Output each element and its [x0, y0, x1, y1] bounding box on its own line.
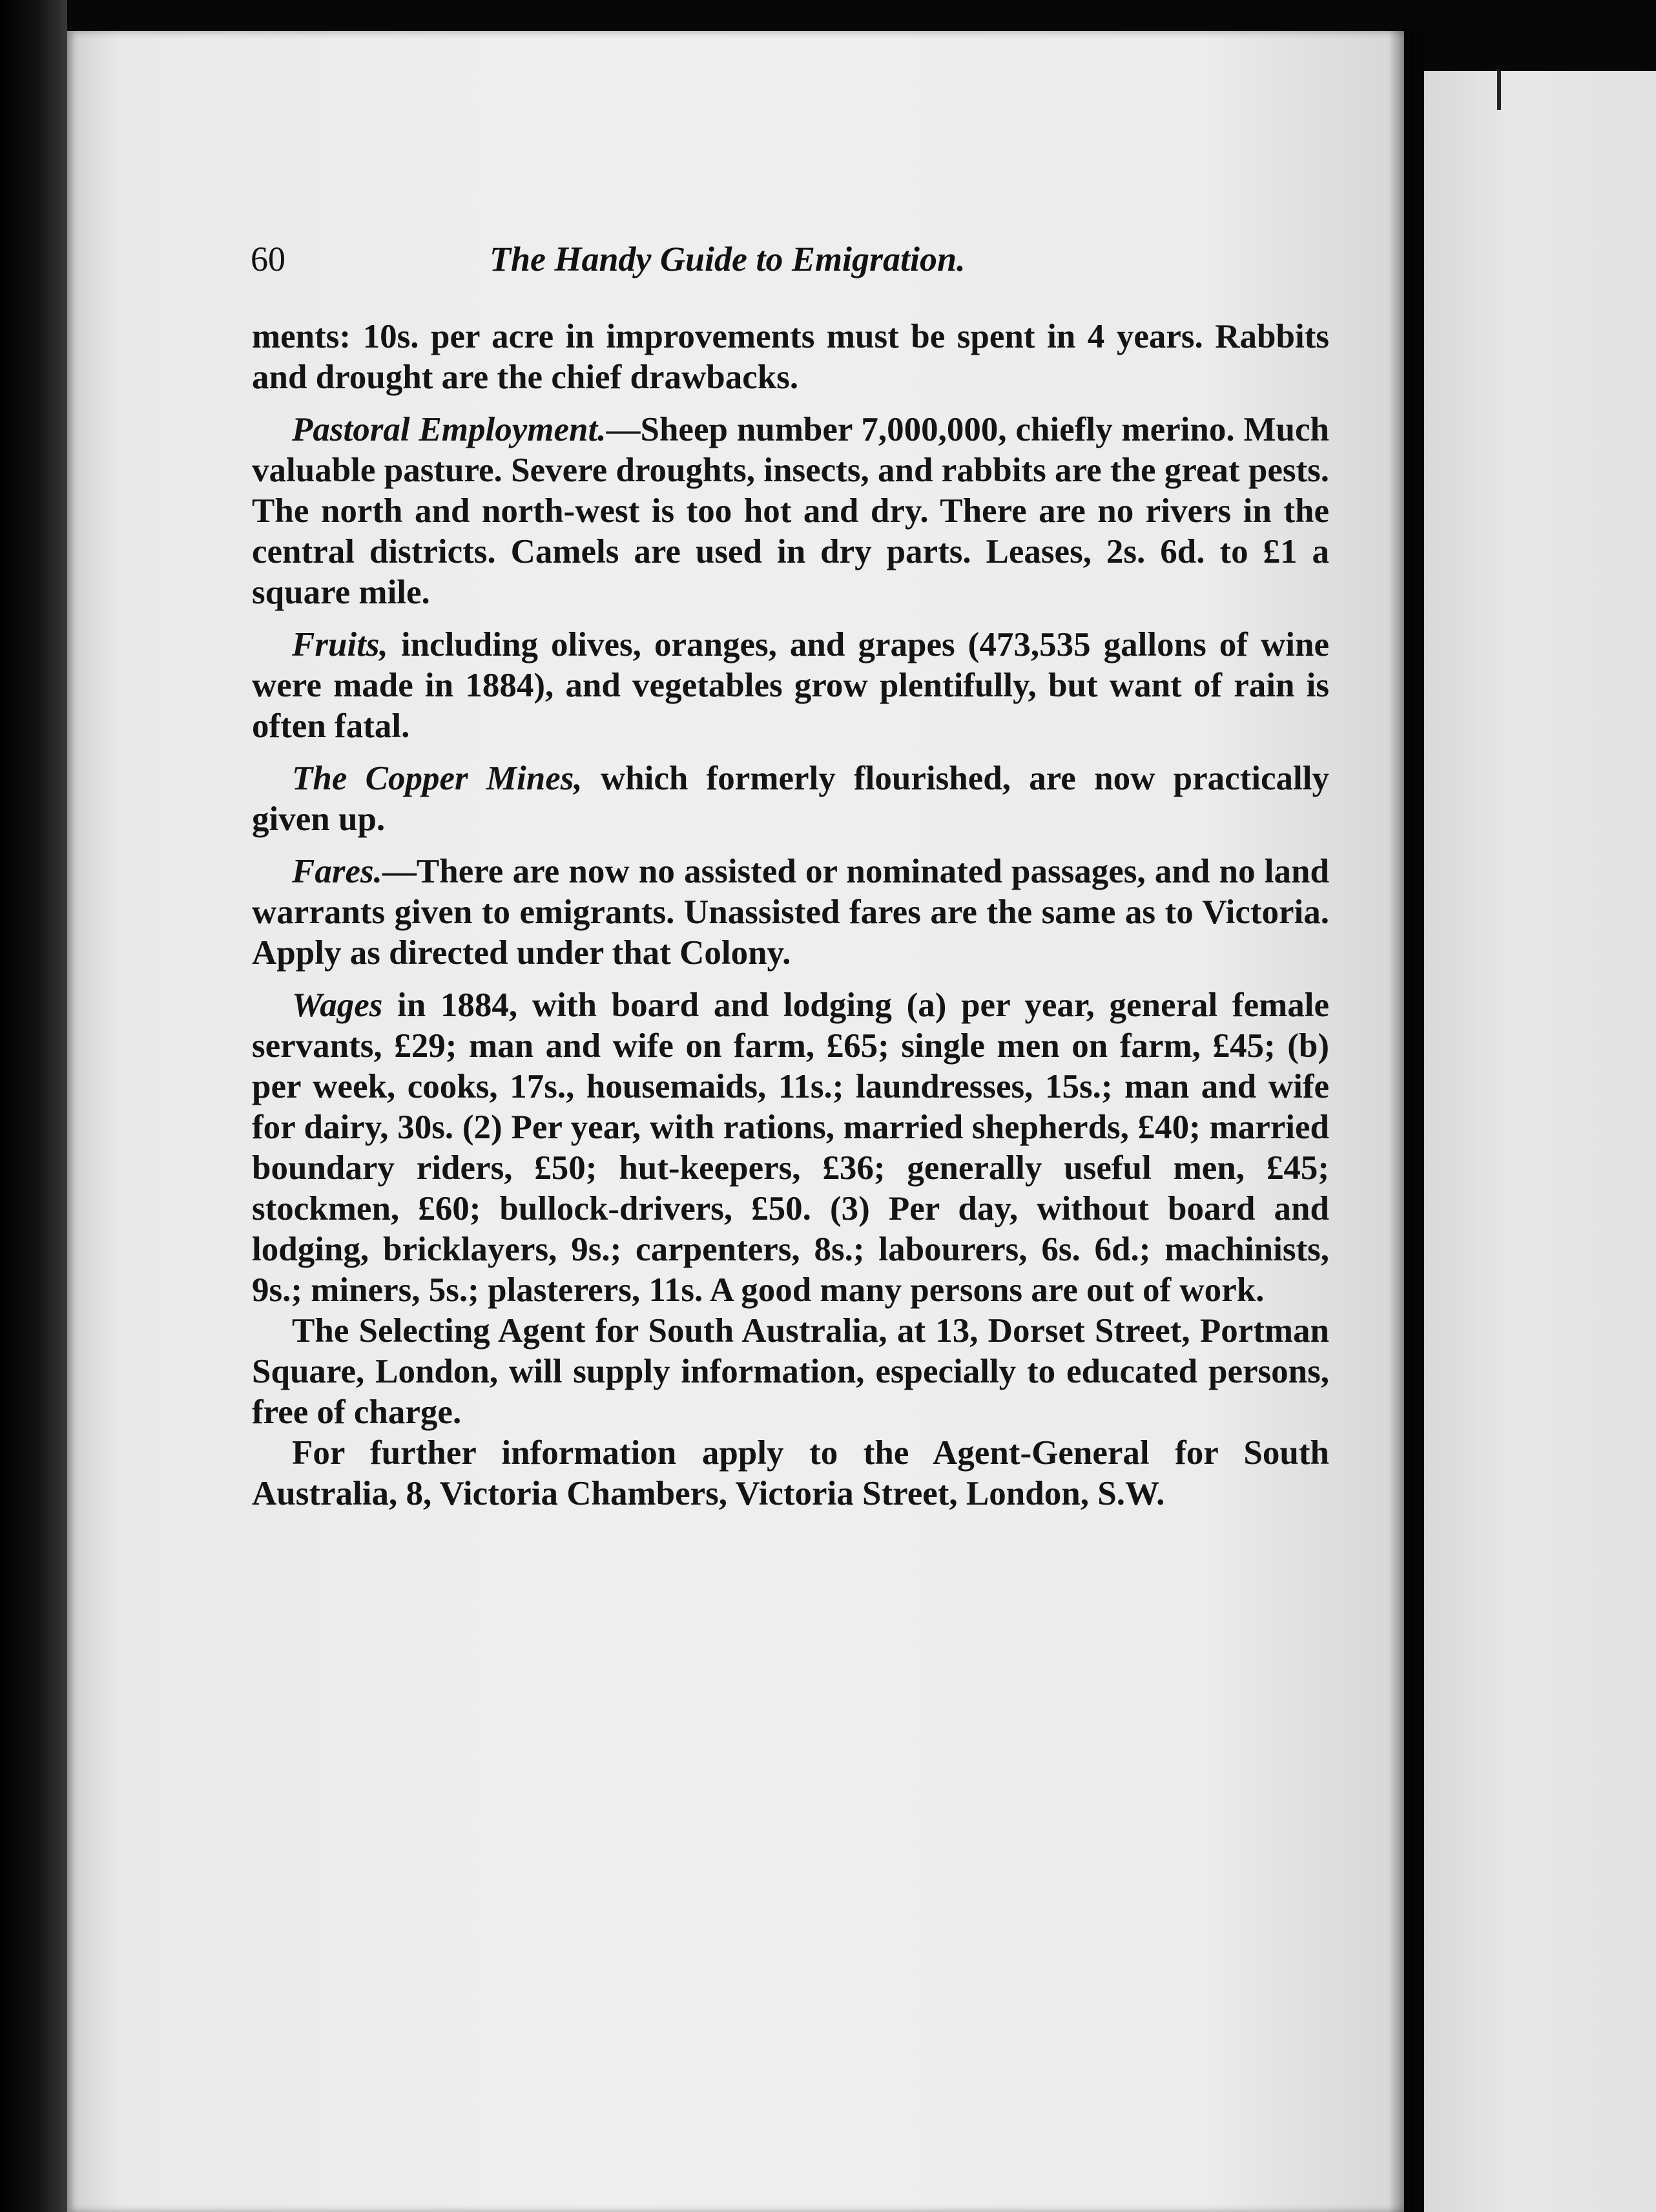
page-body — [252, 317, 1329, 1514]
paragraph-head: The Copper Mines, — [292, 760, 583, 797]
adjacent-page — [1424, 71, 1656, 2212]
paragraph-text: in 1884, with board and lodging (a) per year, general female servants, £29; man and wife on farm, £65; single men on farm, £45; (b) per week, cooks, 17s., housemaids, 11s.; laundresses, 15s.; man and wife for dairy, 30s. (2) Per year, with rations, married shepherds, £40; married boundary riders, £50; hut-keepers, £36; generally useful men, £45; stockmen, £60; bullock-drivers, £50. (3) Per day, without board and lodging, bricklayers, 9s.; carpenters, 8s.; labourers, 6s. 6d.; machinists, 9s.; miners, 5s.; plasterers, 11s. A good many persons are out of work. — [252, 986, 1329, 1309]
paragraph-head: Pastoral Employment. — [292, 411, 606, 448]
fold-mark — [1497, 71, 1501, 110]
paragraph-head: Fares. — [292, 853, 382, 890]
paragraph-text: —There are now no assisted or nominated passages, and no land warrants given to emigrants. Unassisted fares are the same as to Victoria. Apply as directed under that Colony. — [252, 853, 1329, 972]
page-number: 60 — [251, 240, 285, 278]
paragraph-agent-general — [252, 1433, 1329, 1514]
paragraph-fares — [252, 851, 1329, 974]
running-title: The Handy Guide to Emigration. — [490, 240, 966, 278]
page-header — [251, 239, 1329, 291]
paragraph-text: —Sheep number 7,000,000, chiefly merino. Much valuable pasture. Severe droughts, insects, and rabbits are the great pests. The north and north-west is too hot and dry. There are no rivers in the central districts. Camels are used in dry parts. Leases, 2s. 6d. to £1 a square mile. — [252, 411, 1329, 611]
paragraph-text: For further information apply to the Agent-General for South Australia, 8, Victoria Chambers, Victoria Street, London, S.W. — [252, 1434, 1329, 1512]
paragraph-selecting-agent — [252, 1311, 1329, 1433]
paragraph-text: which formerly flourished, are now practically given up. — [252, 760, 1329, 838]
paragraph-continuation — [252, 317, 1329, 398]
page-gap — [1414, 31, 1424, 2212]
paragraph-pastoral — [252, 410, 1329, 613]
paragraph-text: The Selecting Agent for South Australia, at 13, Dorset Street, Portman Square, London, will supply information, especially to educated persons, free of charge. — [252, 1312, 1329, 1431]
paragraph-head: Wages — [292, 986, 383, 1024]
paragraph-head: Fruits, — [292, 626, 388, 663]
paragraph-text: ments: 10s. per acre in improvements must be spent in 4 years. Rabbits and drought are the chief drawbacks. — [252, 318, 1329, 396]
paragraph-copper-mines — [252, 758, 1329, 840]
book-binding-edge — [0, 0, 67, 2212]
paragraph-wages — [252, 985, 1329, 1311]
paragraph-text: including olives, oranges, and grapes (473,535 gallons of wine were made in 1884), and vegetables grow plentifully, but want of rain is often fatal. — [252, 626, 1329, 745]
paragraph-fruits — [252, 625, 1329, 747]
page-gutter-shadow — [1389, 31, 1414, 2212]
